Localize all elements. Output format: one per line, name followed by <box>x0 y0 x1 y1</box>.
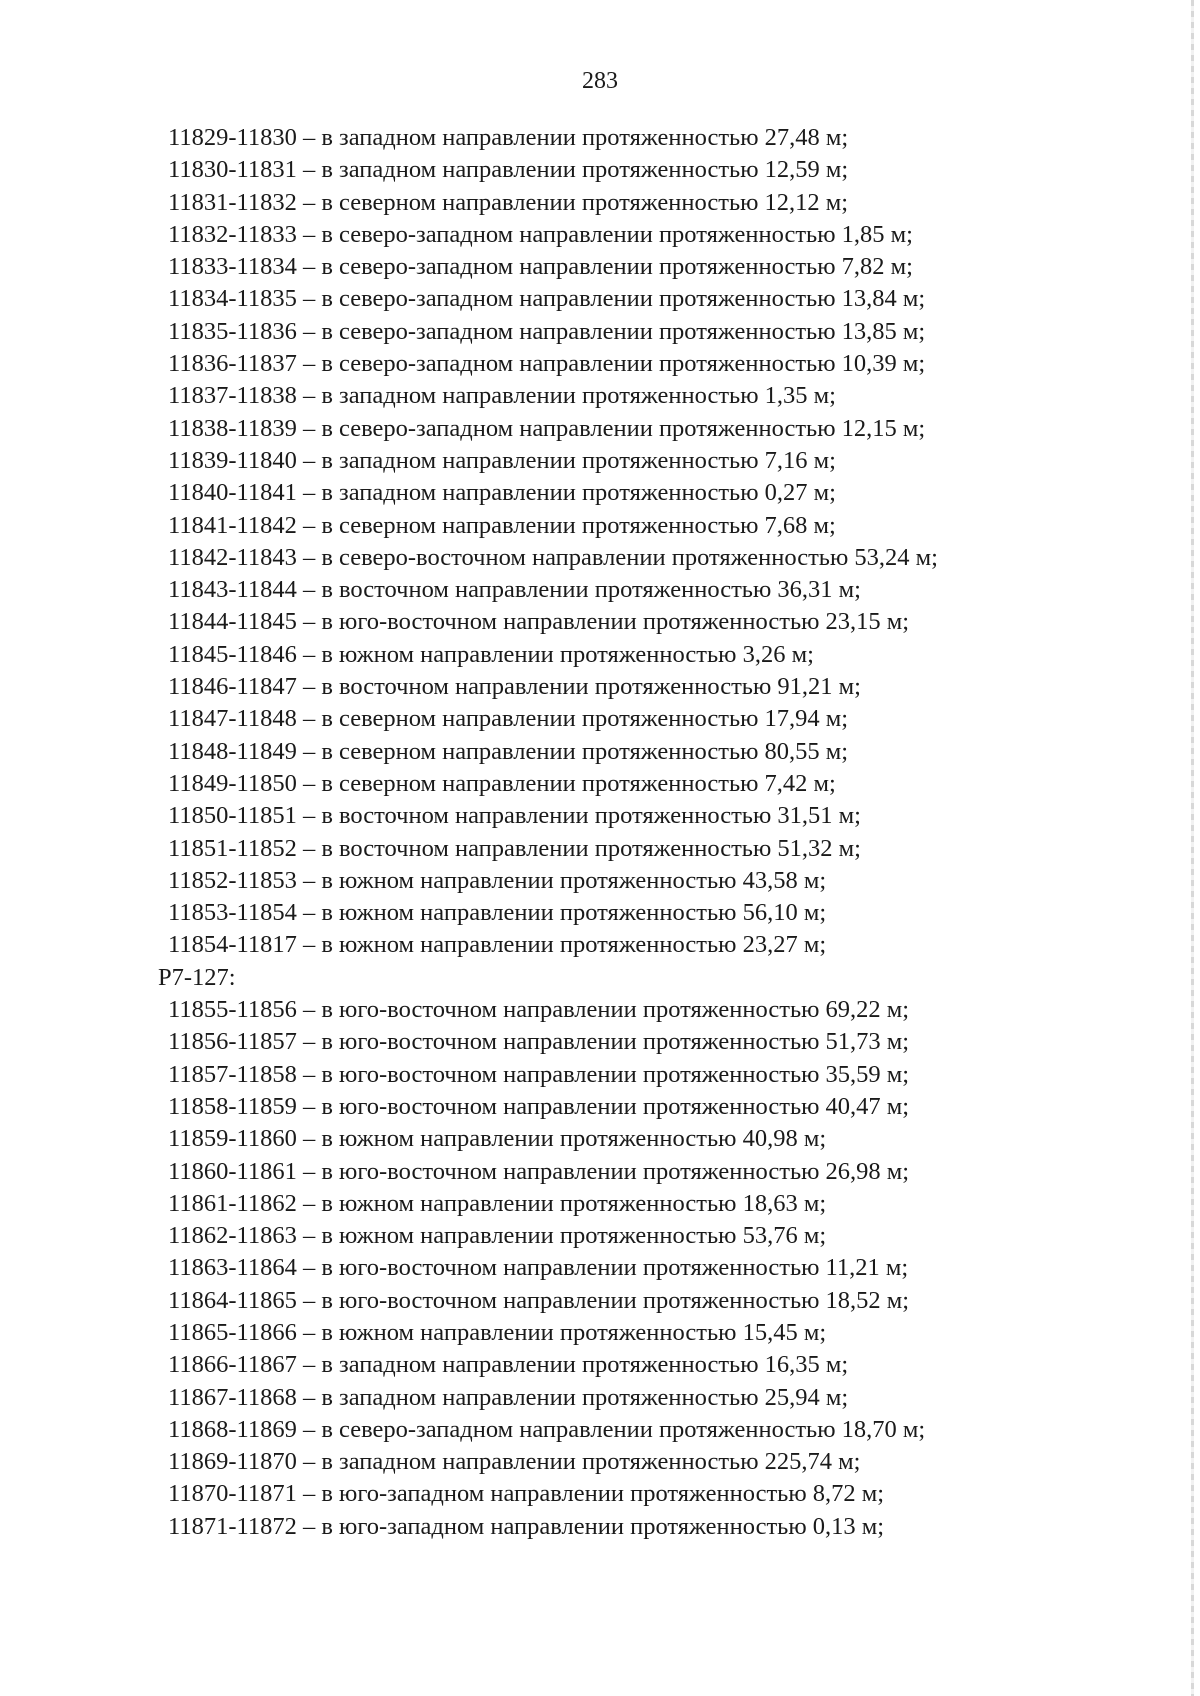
list-item: 11871-11872 – в юго-западном направлении протяженностью 0,13 м; <box>168 1512 885 1540</box>
list-item: 11852-11853 – в южном направлении протяженностью 43,58 м; <box>168 866 827 894</box>
list-item: 11856-11857 – в юго-восточном направлении протяженностью 51,73 м; <box>168 1028 910 1056</box>
list-item: 11844-11845 – в юго-восточном направлении протяженностью 23,15 м; <box>168 608 910 636</box>
list-item: 11848-11849 – в северном направлении протяженностью 80,55 м; <box>168 737 849 765</box>
list-item: 11859-11860 – в южном направлении протяженностью 40,98 м; <box>168 1125 827 1153</box>
list-item: 11841-11842 – в северном направлении протяженностью 7,68 м; <box>168 511 836 539</box>
list-item: 11830-11831 – в западном направлении протяженностью 12,59 м; <box>168 156 849 184</box>
list-item: 11839-11840 – в западном направлении протяженностью 7,16 м; <box>168 446 836 474</box>
list-item: 11829-11830 – в западном направлении протяженностью 27,48 м; <box>168 124 849 151</box>
list-item: 11858-11859 – в юго-восточном направлении протяженностью 40,47 м; <box>168 1092 910 1120</box>
boundary-description-list <box>158 122 1128 1543</box>
scan-edge-artifact <box>1191 0 1194 1696</box>
list-item: 11866-11867 – в западном направлении протяженностью 16,35 м; <box>168 1351 849 1379</box>
list-item: 11835-11836 – в северо-западном направлении протяженностью 13,85 м; <box>168 317 926 345</box>
list-item: 11870-11871 – в юго-западном направлении протяженностью 8,72 м; <box>168 1480 885 1508</box>
list-item: 11865-11866 – в южном направлении протяженностью 15,45 м; <box>168 1318 827 1346</box>
list-item: 11857-11858 – в юго-восточном направлении протяженностью 35,59 м; <box>168 1060 910 1088</box>
list-item: 11867-11868 – в западном направлении протяженностью 25,94 м; <box>168 1383 849 1411</box>
list-item: 11840-11841 – в западном направлении протяженностью 0,27 м; <box>168 479 836 507</box>
list-item: 11864-11865 – в юго-восточном направлении протяженностью 18,52 м; <box>168 1286 910 1314</box>
list-item: 11838-11839 – в северо-западном направлении протяженностью 12,15 м; <box>168 414 926 442</box>
list-item: 11843-11844 – в восточном направлении протяженностью 36,31 м; <box>168 576 861 604</box>
list-item: 11831-11832 – в северном направлении протяженностью 12,12 м; <box>168 188 849 216</box>
list-item: 11845-11846 – в южном направлении протяженностью 3,26 м; <box>168 640 814 668</box>
list-item: 11868-11869 – в северо-западном направлении протяженностью 18,70 м; <box>168 1415 926 1443</box>
list-item: 11833-11834 – в северо-западном направлении протяженностью 7,82 м; <box>168 253 913 281</box>
list-item: 11854-11817 – в южном направлении протяженностью 23,27 м; <box>168 931 827 959</box>
list-item: 11860-11861 – в юго-восточном направлении протяженностью 26,98 м; <box>168 1157 910 1185</box>
list-item: 11842-11843 – в северо-восточном направлении протяженностью 53,24 м; <box>168 543 938 571</box>
list-item: 11834-11835 – в северо-западном направлении протяженностью 13,84 м; <box>168 285 926 313</box>
section-label: Р7-127: <box>158 963 236 991</box>
list-item: 11850-11851 – в восточном направлении протяженностью 31,51 м; <box>168 802 861 830</box>
list-item: 11846-11847 – в восточном направлении протяженностью 91,21 м; <box>168 673 861 701</box>
list-item: 11861-11862 – в южном направлении протяженностью 18,63 м; <box>168 1189 827 1217</box>
list-item: 11832-11833 – в северо-западном направлении протяженностью 1,85 м; <box>168 220 913 248</box>
list-item: 11849-11850 – в северном направлении протяженностью 7,42 м; <box>168 769 836 797</box>
list-item: 11851-11852 – в восточном направлении протяженностью 51,32 м; <box>168 834 861 862</box>
list-item: 11847-11848 – в северном направлении протяженностью 17,94 м; <box>168 705 849 733</box>
list-item: 11853-11854 – в южном направлении протяженностью 56,10 м; <box>168 899 827 927</box>
list-item: 11836-11837 – в северо-западном направлении протяженностью 10,39 м; <box>168 350 926 378</box>
list-item: 11869-11870 – в западном направлении протяженностью 225,74 м; <box>168 1448 861 1476</box>
list-item: 11862-11863 – в южном направлении протяженностью 53,76 м; <box>168 1222 827 1250</box>
page-number: 283 <box>582 68 618 94</box>
list-item: 11837-11838 – в западном направлении протяженностью 1,35 м; <box>168 382 836 410</box>
list-item: 11863-11864 – в юго-восточном направлении протяженностью 11,21 м; <box>168 1254 909 1282</box>
list-item: 11855-11856 – в юго-восточном направлении протяженностью 69,22 м; <box>168 996 910 1024</box>
